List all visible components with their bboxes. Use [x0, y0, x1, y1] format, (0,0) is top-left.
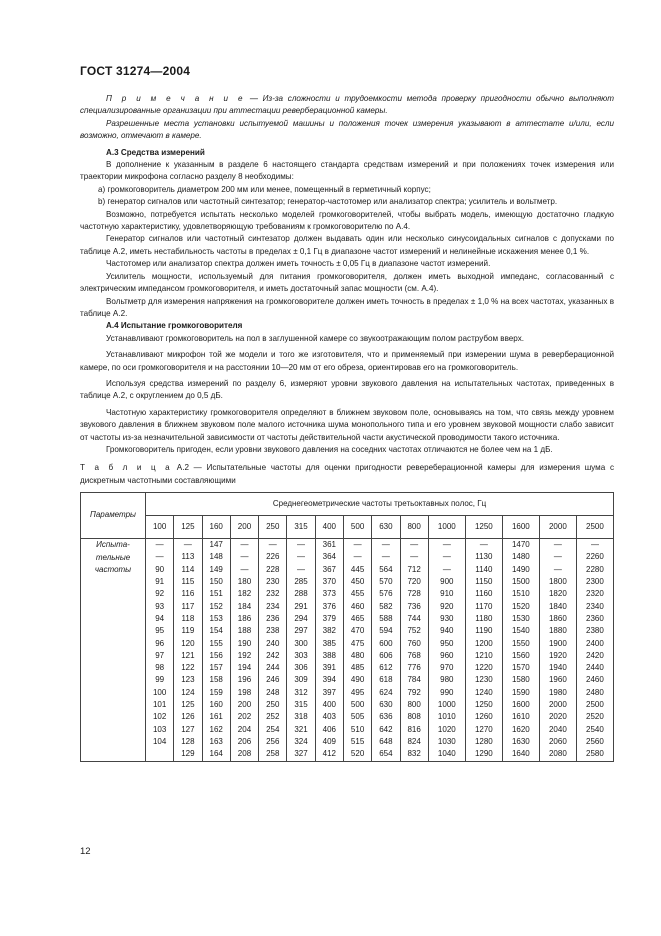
table-caption-text: А.2 — Испытательные частоты для оценки пригодности ревереберационной камеры для измерения шума с дискретным частотными составляющими	[80, 463, 614, 485]
band-header: 800	[400, 516, 428, 539]
band-header: 250	[259, 516, 287, 539]
band-header: 1250	[465, 516, 502, 539]
band-header: 200	[230, 516, 258, 539]
section-a3-item-b: b) генератор сигналов или частотный синтезатор; генератор-частотомер или анализатор спектра; усилитель и вольтметр.	[98, 197, 558, 207]
frequency-column: — 113 114 115 116 117 118 119 120 121 122 123 124 125 126 127 128 129	[174, 539, 202, 761]
band-header: 2000	[539, 516, 576, 539]
frequency-column: — — — 900 910 920 930 940 950 960 970 980 990 1000 1010 1020 1030 1040	[428, 539, 465, 761]
band-header: 630	[372, 516, 400, 539]
note-text-2: Разрешенные места установки испытуемой машины и положения точек измерения указывают в аттестате и/или, если возможно, отмечают в камере.	[80, 118, 614, 141]
table-row	[81, 539, 614, 761]
note	[80, 93, 614, 118]
band-header: 160	[202, 516, 230, 539]
frequency-column: 361 364 367 370 373 376 379 382 385 388 391 394 397 400 403 406 409 412	[315, 539, 343, 761]
bands-group-header: Среднегеометрические частоты третьоктавных полос, Гц	[146, 493, 614, 516]
table-caption-prefix: Т а б л и ц а	[80, 463, 173, 473]
section-a4-p4: Частотную характеристику громкоговорителя определяют в ближнем звуковом поле, основываясь на том, что связь между уровнем звукового давления в ближнем звуковом поле малого источника шума монопольного типа и его уровнем звуковой мощности слабо зависит от частоты из-за незначительной зависимости от частоты действительной части акустической проводимости такого источника.	[80, 407, 614, 442]
band-header: 1600	[502, 516, 539, 539]
frequency-column: — — 445 450 455 460 465 470 475 480 485 490 495 500 505 510 515 520	[343, 539, 371, 761]
document-header: ГОСТ 31274—2004	[80, 64, 191, 78]
frequency-column: — — — 1800 1820 1840 1860 1880 1900 1920 1940 1960 1980 2000 2020 2040 2060 2080	[539, 539, 576, 761]
section-a3-p6: Вольтметр для измерения напряжения на громкоговорителе должен иметь точность в пределах ± 1,0 % на всех частотах, указанных в таблице А.2.	[80, 296, 614, 318]
frequency-column: — — — 285 288 291 294 297 300 303 306 309 312 315 318 321 324 327	[287, 539, 315, 761]
section-a3-p3: Генератор сигналов или частотный синтезатор должен выдавать один или несколько синусоидальных сигналов с допусками по таблице А.2, иметь нестабильность частоты в пределах ± 0,1 Гц в диапазоне частот измерений и нелинейные искажения менее 0,1 %.	[80, 234, 614, 256]
band-header: 400	[315, 516, 343, 539]
section-a3-heading: А.3 Средства измерений	[106, 147, 205, 157]
band-header: 500	[343, 516, 371, 539]
frequency-column: 147 148 149 150 151 152 153 154 155 156 157 158 159 160 161 162 163 164	[202, 539, 230, 761]
test-frequencies-label: Испыта- тельные частоты	[81, 539, 146, 761]
section-a4-p1: Устанавливают громкоговоритель на пол в заглушенной камере со звукоотражающим полом раструбом вверх.	[106, 333, 525, 343]
section-a4-heading: А.4 Испытание громкоговорителя	[106, 321, 243, 331]
page-content	[80, 93, 614, 762]
frequency-column: 1470 1480 1490 1500 1510 1520 1530 1540 1550 1560 1570 1580 1590 1600 1610 1620 1630 1640	[502, 539, 539, 761]
frequency-column: — — 90 91 92 93 94 95 96 97 98 99 100 101 102 103 104	[146, 539, 174, 761]
section-a3-item-a: a) громкоговоритель диаметром 200 мм или менее, помещенный в герметичный корпус;	[98, 184, 431, 194]
frequency-column: — — — 180 182 184 186 188 190 192 194 196 198 200 202 204 206 208	[230, 539, 258, 761]
note-prefix: П р и м е ч а н и е	[106, 94, 246, 103]
section-a3-p4: Частотомер или анализатор спектра должен иметь точность ± 0,05 Гц в диапазоне частот измерений.	[106, 259, 491, 269]
parameters-header: Параметры	[81, 493, 146, 539]
frequency-column: — — 564 570 576 582 588 594 600 606 612 618 624 630 636 642 648 654	[372, 539, 400, 761]
note-text-1: — Из-за сложности и трудоемкости метода проверку пригодности обычно выполняют специализированные организации при аттестации реверберационной камеры.	[80, 94, 614, 116]
section-a4-p3: Используя средства измерений по разделу 6, измеряют уровни звукового давления на испытательных частотах, приведенных в таблице А.2, с округлением до 0,5 дБ.	[80, 378, 614, 401]
page-number: 12	[80, 846, 91, 857]
section-a4-p2: Устанавливают микрофон той же модели и того же изготовителя, что и применяемый при измерении шума в реверберационной камере, по оси громкоговорителя и на расстоянии 10—20 мм от его обреза, ориентировав его на громкоговоритель.	[80, 350, 614, 372]
table-caption	[80, 462, 614, 487]
section-a3-p2: Возможно, потребуется испытать несколько моделей громкоговорителей, чтобы выбрать модель, имеющую достаточно гладкую частотную характеристику, удовлетворяющую требованиям к громкоговорителю по А.4.	[80, 209, 614, 232]
section-a4-p5: Громкоговоритель пригоден, если уровни звукового давления на соседних частотах отличаются не более чем на 1 дБ.	[106, 444, 553, 454]
band-header: 1000	[428, 516, 465, 539]
frequency-table	[80, 492, 614, 761]
section-a3-p5: Усилитель мощности, используемый для питания громкоговорителя, должен иметь выходной импеданс, согласованный с электрическим импедансом громкоговорителя, и иметь достаточный запас мощности (см. А.4).	[80, 271, 614, 294]
frequency-column: — 1130 1140 1150 1160 1170 1180 1190 1200 1210 1220 1230 1240 1250 1260 1270 1280 1290	[465, 539, 502, 761]
frequency-column: — — 712 720 728 736 744 752 760 768 776 784 792 800 808 816 824 832	[400, 539, 428, 761]
band-header: 315	[287, 516, 315, 539]
band-header-row	[81, 516, 614, 539]
section-a3-p1: В дополнение к указанным в разделе 6 настоящего стандарта средствам измерений и при положениях точек измерения или траектории микрофона согласно разделу 8 необходимы:	[80, 160, 614, 182]
band-header: 125	[174, 516, 202, 539]
frequency-column: — 226 228 230 232 234 236 238 240 242 244 246 248 250 252 254 256 258	[259, 539, 287, 761]
band-header: 100	[146, 516, 174, 539]
band-header: 2500	[576, 516, 613, 539]
frequency-column: — 2260 2280 2300 2320 2340 2360 2380 2400 2420 2440 2460 2480 2500 2520 2540 2560 2580	[576, 539, 613, 761]
table-header-row	[81, 493, 614, 516]
